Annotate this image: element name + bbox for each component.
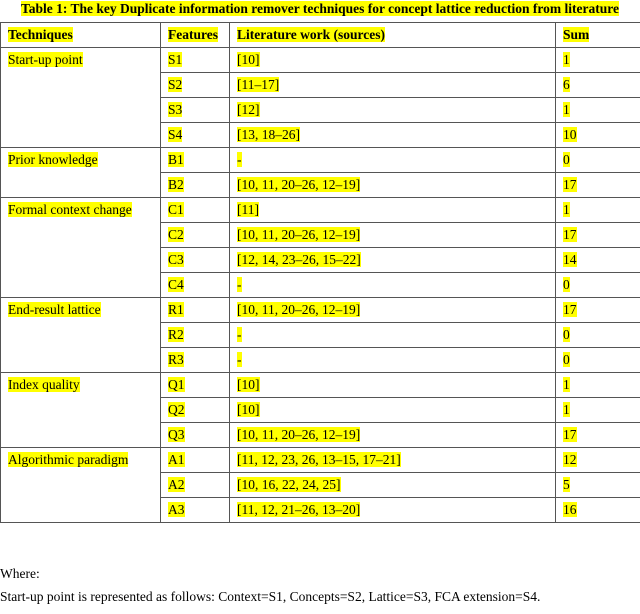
sources-cell-text: -: [237, 327, 242, 342]
sources-cell: [230, 98, 556, 123]
sources-cell: [230, 498, 556, 523]
technique-cell: [1, 198, 161, 298]
sum-cell: [556, 248, 640, 273]
sources-cell: [230, 198, 556, 223]
sum-cell-text: 12: [563, 452, 577, 467]
table-row: [1, 298, 640, 323]
sum-cell-text: 16: [563, 502, 577, 517]
sources-cell-text: [11, 12, 23, 26, 13–15, 17–21]: [237, 452, 401, 467]
technique-cell-text: End-result lattice: [8, 302, 101, 317]
feature-cell: [161, 423, 230, 448]
feature-cell-text: A3: [168, 502, 185, 517]
sources-cell-text: [11–17]: [237, 77, 280, 92]
sum-cell-text: 1: [563, 52, 570, 67]
sum-cell: [556, 398, 640, 423]
feature-cell-text: S1: [168, 52, 183, 67]
feature-cell: [161, 223, 230, 248]
sum-cell-text: 0: [563, 352, 570, 367]
feature-cell: [161, 373, 230, 398]
sources-cell-text: [10, 16, 22, 24, 25]: [237, 477, 341, 492]
feature-cell-text: C1: [168, 202, 184, 217]
technique-cell: [1, 298, 161, 373]
technique-cell-text: Prior knowledge: [8, 152, 98, 167]
feature-cell-text: Q2: [168, 402, 185, 417]
sum-cell: [556, 498, 640, 523]
techniques-table: [0, 22, 640, 523]
technique-cell-text: Index quality: [8, 377, 80, 392]
table-row: [1, 148, 640, 173]
sources-cell: [230, 298, 556, 323]
sources-cell: [230, 323, 556, 348]
sum-cell: [556, 273, 640, 298]
sum-cell: [556, 298, 640, 323]
sources-cell-text: -: [237, 352, 242, 367]
sum-cell-text: 6: [563, 77, 570, 92]
sources-cell-text: [10, 11, 20–26, 12–19]: [237, 177, 361, 192]
sum-cell-text: 14: [563, 252, 577, 267]
feature-cell: [161, 273, 230, 298]
sources-cell: [230, 423, 556, 448]
sum-cell-text: 1: [563, 402, 570, 417]
feature-cell: [161, 448, 230, 473]
feature-cell: [161, 498, 230, 523]
feature-cell: [161, 298, 230, 323]
startup-legend-text: Start-up point is represented as follows: Context=S1, Concepts=S2, Lattice=S3, FCA extension=S4.: [0, 589, 541, 604]
table-header-row: [1, 23, 640, 48]
feature-cell-text: C4: [168, 277, 184, 292]
feature-cell: [161, 73, 230, 98]
feature-cell-text: S4: [168, 127, 183, 142]
feature-cell-text: C3: [168, 252, 184, 267]
feature-cell: [161, 473, 230, 498]
sources-cell: [230, 148, 556, 173]
feature-cell-text: B1: [168, 152, 184, 167]
technique-cell: [1, 373, 161, 448]
sum-cell-text: 1: [563, 377, 570, 392]
sources-cell: [230, 223, 556, 248]
sources-cell-text: [10]: [237, 377, 260, 392]
feature-cell-text: R3: [168, 352, 184, 367]
technique-cell-text: Algorithmic paradigm: [8, 452, 129, 467]
sum-cell: [556, 448, 640, 473]
sum-cell: [556, 173, 640, 198]
sum-cell: [556, 473, 640, 498]
sum-cell-text: 17: [563, 302, 577, 317]
sources-cell-text: [10, 11, 20–26, 12–19]: [237, 302, 361, 317]
feature-cell: [161, 348, 230, 373]
table-row: [1, 448, 640, 473]
feature-cell: [161, 48, 230, 73]
feature-cell-text: B2: [168, 177, 184, 192]
sources-cell: [230, 173, 556, 198]
table-row: [1, 48, 640, 73]
feature-cell: [161, 123, 230, 148]
technique-cell-text: Start-up point: [8, 52, 83, 67]
header-sources: Literature work (sources): [230, 23, 556, 48]
feature-cell-text: S2: [168, 77, 183, 92]
sources-cell: [230, 398, 556, 423]
feature-cell-text: A1: [168, 452, 185, 467]
feature-cell-text: Q3: [168, 427, 185, 442]
sources-cell: [230, 48, 556, 73]
sources-cell: [230, 448, 556, 473]
feature-cell: [161, 98, 230, 123]
sources-cell: [230, 123, 556, 148]
feature-cell-text: S3: [168, 102, 183, 117]
sources-cell-text: -: [237, 152, 242, 167]
sum-cell-text: 1: [563, 102, 570, 117]
table-row: [1, 373, 640, 398]
sources-cell-text: [12, 14, 23–26, 15–22]: [237, 252, 361, 267]
sum-cell: [556, 223, 640, 248]
feature-cell-text: A2: [168, 477, 185, 492]
sum-cell: [556, 98, 640, 123]
table-row: [1, 198, 640, 223]
sources-cell: [230, 373, 556, 398]
sum-cell: [556, 123, 640, 148]
sum-cell: [556, 323, 640, 348]
technique-cell: [1, 148, 161, 198]
feature-cell: [161, 398, 230, 423]
sources-cell: [230, 73, 556, 98]
feature-cell-text: Q1: [168, 377, 185, 392]
technique-cell: [1, 448, 161, 523]
sum-cell-text: 0: [563, 277, 570, 292]
sources-cell-text: [10, 11, 20–26, 12–19]: [237, 427, 361, 442]
sum-cell: [556, 423, 640, 448]
feature-cell-text: R2: [168, 327, 184, 342]
sources-cell-text: [12]: [237, 102, 260, 117]
sources-cell: [230, 473, 556, 498]
sources-cell-text: [10]: [237, 402, 260, 417]
header-techniques: Techniques: [1, 23, 161, 48]
technique-cell-text: Formal context change: [8, 202, 132, 217]
sum-cell-text: 0: [563, 152, 570, 167]
feature-cell-text: C2: [168, 227, 184, 242]
sources-cell-text: [10, 11, 20–26, 12–19]: [237, 227, 361, 242]
sum-cell: [556, 48, 640, 73]
technique-cell: [1, 48, 161, 148]
sum-cell: [556, 148, 640, 173]
feature-cell: [161, 323, 230, 348]
feature-cell-text: R1: [168, 302, 184, 317]
sum-cell: [556, 198, 640, 223]
sources-cell: [230, 248, 556, 273]
feature-cell: [161, 148, 230, 173]
sum-cell: [556, 73, 640, 98]
sources-cell-text: -: [237, 277, 242, 292]
sources-cell-text: [10]: [237, 52, 260, 67]
table-body: [1, 48, 640, 523]
sum-cell-text: 0: [563, 327, 570, 342]
sum-cell-text: 5: [563, 477, 570, 492]
sum-cell-text: 17: [563, 427, 577, 442]
header-features: Features: [161, 23, 230, 48]
sum-cell-text: 17: [563, 227, 577, 242]
feature-cell: [161, 173, 230, 198]
feature-cell: [161, 198, 230, 223]
table-caption: Table 1: The key Duplicate information remover techniques for concept lattice reduction from literature: [20, 1, 620, 16]
where-label: Where:: [0, 566, 40, 581]
sum-cell-text: 17: [563, 177, 577, 192]
sources-cell-text: [11]: [237, 202, 259, 217]
header-sum: Sum: [556, 23, 640, 48]
sources-cell: [230, 348, 556, 373]
sources-cell: [230, 273, 556, 298]
sources-cell-text: [11, 12, 21–26, 13–20]: [237, 502, 361, 517]
feature-cell: [161, 248, 230, 273]
sum-cell-text: 1: [563, 202, 570, 217]
sum-cell: [556, 348, 640, 373]
sum-cell: [556, 373, 640, 398]
sum-cell-text: 10: [563, 127, 577, 142]
sources-cell-text: [13, 18–26]: [237, 127, 300, 142]
